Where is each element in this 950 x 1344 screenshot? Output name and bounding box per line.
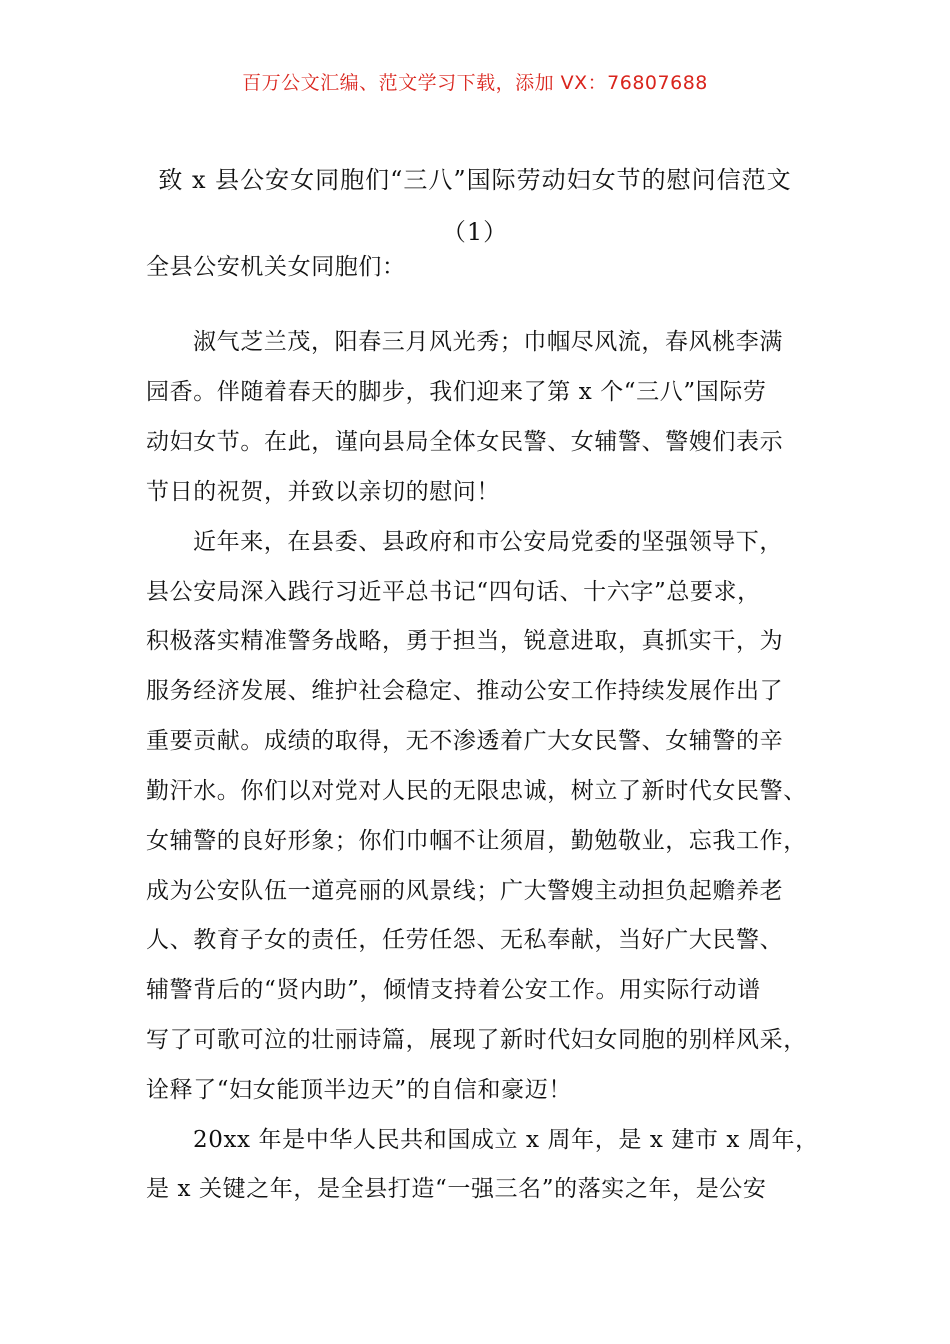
- paragraph-line: 重要贡献。成绩的取得，无不渗透着广大女民警、女辅警的辛: [146, 728, 784, 754]
- paragraph-line: 20xx 年是中华人民共和国成立 x 周年，是 x 建市 x 周年，: [193, 1127, 819, 1153]
- header-banner: 百万公文汇编、范文学习下载，添加 VX：76807688: [242, 72, 708, 94]
- paragraph-line: 县公安局深入践行习近平总书记“四句话、十六字”总要求，: [146, 579, 761, 605]
- paragraph-line: 节日的祝贺，并致以亲切的慰问！: [146, 479, 500, 505]
- paragraph-line: 园香。伴随着春天的脚步，我们迎来了第 x 个“三八”国际劳: [146, 379, 767, 405]
- paragraph-line: 积极落实精准警务战略，勇于担当，锐意进取，真抓实干，为: [146, 628, 784, 654]
- paragraph-line: 服务经济发展、维护社会稳定、推动公安工作持续发展作出了: [146, 678, 784, 704]
- paragraph-line: 淑气芝兰茂，阳春三月风光秀；巾帼尽风流，春风桃李满: [193, 329, 783, 355]
- paragraph-line: 是 x 关键之年，是全县打造“一强三名”的落实之年，是公安: [146, 1176, 767, 1202]
- paragraph-line: 勤汗水。你们以对党对人民的无限忠诚，树立了新时代女民警、: [146, 778, 807, 804]
- paragraph-line: 写了可歌可泣的壮丽诗篇，展现了新时代妇女同胞的别样风采，: [146, 1027, 807, 1053]
- document-title: 致 x 县公安女同胞们“三八”国际劳动妇女节的慰问信范文: [158, 166, 792, 194]
- salutation: 全县公安机关女同胞们：: [146, 254, 406, 280]
- paragraph-line: 成为公安队伍一道亮丽的风景线；广大警嫂主动担负起赡养老: [146, 878, 784, 904]
- document-title-number: （1）: [441, 218, 509, 246]
- paragraph-line: 近年来，在县委、县政府和市公安局党委的坚强领导下，: [193, 529, 783, 555]
- paragraph-line: 人、教育子女的责任，任劳任怨、无私奉献，当好广大民警、: [146, 927, 784, 953]
- paragraph-line: 辅警背后的“贤内助”，倾情支持着公安工作。用实际行动谱: [146, 977, 761, 1003]
- paragraph-line: 动妇女节。在此，谨向县局全体女民警、女辅警、警嫂们表示: [146, 429, 784, 455]
- paragraph-line: 诠释了“妇女能顶半边天”的自信和豪迈！: [146, 1077, 572, 1103]
- paragraph-line: 女辅警的良好形象；你们巾帼不让须眉，勤勉敬业，忘我工作，: [146, 828, 807, 854]
